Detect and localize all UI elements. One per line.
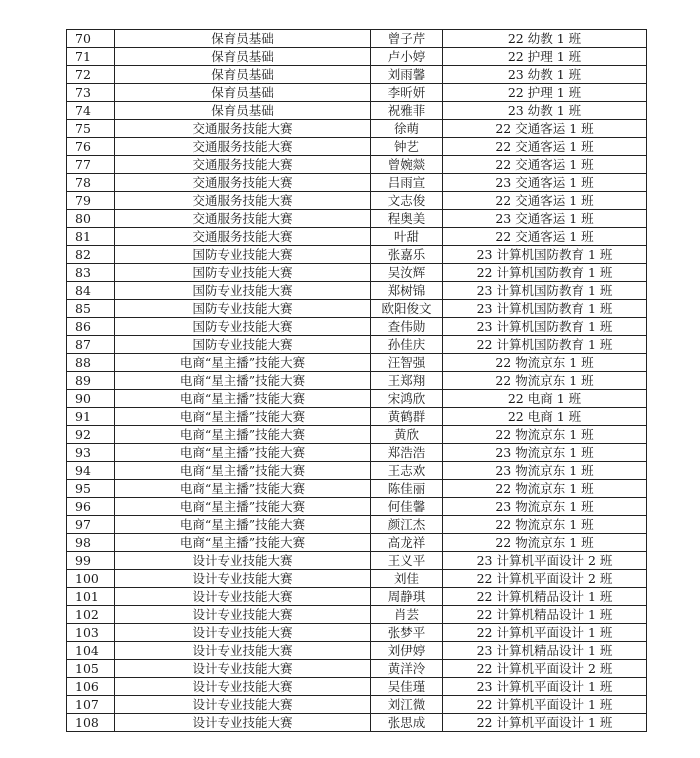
table-row <box>67 372 647 390</box>
row-number-cell: 104 <box>67 642 115 660</box>
competition-cell: 保育员基础 <box>115 84 371 102</box>
table-row <box>67 336 647 354</box>
competition-cell: 电商“星主播”技能大赛 <box>115 516 371 534</box>
row-number-cell: 90 <box>67 390 115 408</box>
table-row <box>67 354 647 372</box>
row-number-cell: 82 <box>67 246 115 264</box>
row-number-cell: 73 <box>67 84 115 102</box>
table-row <box>67 426 647 444</box>
roster-table <box>66 29 647 732</box>
student-name-cell: 欧阳俊文 <box>371 300 443 318</box>
row-number-cell: 86 <box>67 318 115 336</box>
roster-table-body <box>67 30 647 732</box>
competition-cell: 电商“星主播”技能大赛 <box>115 372 371 390</box>
student-name-cell: 高龙祥 <box>371 534 443 552</box>
row-number-cell: 85 <box>67 300 115 318</box>
row-number-cell: 97 <box>67 516 115 534</box>
row-number-cell: 76 <box>67 138 115 156</box>
row-number-cell: 81 <box>67 228 115 246</box>
student-name-cell: 刘佳 <box>371 570 443 588</box>
student-name-cell: 查伟勋 <box>371 318 443 336</box>
row-number-cell: 96 <box>67 498 115 516</box>
table-row <box>67 480 647 498</box>
table-row <box>67 462 647 480</box>
competition-cell: 设计专业技能大赛 <box>115 570 371 588</box>
class-cell: 22 计算机平面设计 1 班 <box>443 624 647 642</box>
table-row <box>67 30 647 48</box>
student-name-cell: 吕雨宣 <box>371 174 443 192</box>
table-row <box>67 588 647 606</box>
table-row <box>67 120 647 138</box>
student-name-cell: 徐萌 <box>371 120 443 138</box>
table-row <box>67 210 647 228</box>
class-cell: 22 物流京东 1 班 <box>443 516 647 534</box>
competition-cell: 电商“星主播”技能大赛 <box>115 498 371 516</box>
class-cell: 23 物流京东 1 班 <box>443 462 647 480</box>
class-cell: 23 幼教 1 班 <box>443 102 647 120</box>
row-number-cell: 70 <box>67 30 115 48</box>
class-cell: 22 物流京东 1 班 <box>443 426 647 444</box>
competition-cell: 国防专业技能大赛 <box>115 336 371 354</box>
table-row <box>67 534 647 552</box>
table-row <box>67 66 647 84</box>
competition-cell: 电商“星主播”技能大赛 <box>115 444 371 462</box>
class-cell: 22 物流京东 1 班 <box>443 354 647 372</box>
table-row <box>67 660 647 678</box>
competition-cell: 电商“星主播”技能大赛 <box>115 534 371 552</box>
class-cell: 23 计算机国防教育 1 班 <box>443 318 647 336</box>
row-number-cell: 105 <box>67 660 115 678</box>
competition-cell: 设计专业技能大赛 <box>115 678 371 696</box>
student-name-cell: 刘雨馨 <box>371 66 443 84</box>
row-number-cell: 92 <box>67 426 115 444</box>
competition-cell: 国防专业技能大赛 <box>115 300 371 318</box>
competition-cell: 保育员基础 <box>115 102 371 120</box>
student-name-cell: 颜江杰 <box>371 516 443 534</box>
student-name-cell: 曾婉燚 <box>371 156 443 174</box>
student-name-cell: 吴佳瑾 <box>371 678 443 696</box>
student-name-cell: 叶甜 <box>371 228 443 246</box>
class-cell: 22 交通客运 1 班 <box>443 138 647 156</box>
table-row <box>67 318 647 336</box>
row-number-cell: 106 <box>67 678 115 696</box>
student-name-cell: 曾子芹 <box>371 30 443 48</box>
student-name-cell: 王郑翔 <box>371 372 443 390</box>
student-name-cell: 黄欣 <box>371 426 443 444</box>
student-name-cell: 程奥美 <box>371 210 443 228</box>
competition-cell: 国防专业技能大赛 <box>115 318 371 336</box>
table-row <box>67 246 647 264</box>
class-cell: 23 计算机平面设计 2 班 <box>443 552 647 570</box>
row-number-cell: 75 <box>67 120 115 138</box>
student-name-cell: 郑树锦 <box>371 282 443 300</box>
table-row <box>67 552 647 570</box>
competition-cell: 电商“星主播”技能大赛 <box>115 390 371 408</box>
class-cell: 23 计算机精品设计 1 班 <box>443 642 647 660</box>
row-number-cell: 95 <box>67 480 115 498</box>
table-row <box>67 156 647 174</box>
competition-cell: 设计专业技能大赛 <box>115 588 371 606</box>
student-name-cell: 张嘉乐 <box>371 246 443 264</box>
row-number-cell: 77 <box>67 156 115 174</box>
competition-cell: 设计专业技能大赛 <box>115 696 371 714</box>
student-name-cell: 黄鹤群 <box>371 408 443 426</box>
class-cell: 22 物流京东 1 班 <box>443 480 647 498</box>
table-row <box>67 408 647 426</box>
row-number-cell: 91 <box>67 408 115 426</box>
competition-cell: 交通服务技能大赛 <box>115 174 371 192</box>
class-cell: 23 计算机平面设计 1 班 <box>443 678 647 696</box>
class-cell: 23 计算机国防教育 1 班 <box>443 246 647 264</box>
class-cell: 23 交通客运 1 班 <box>443 174 647 192</box>
competition-cell: 设计专业技能大赛 <box>115 660 371 678</box>
competition-cell: 交通服务技能大赛 <box>115 228 371 246</box>
row-number-cell: 98 <box>67 534 115 552</box>
class-cell: 22 计算机平面设计 1 班 <box>443 696 647 714</box>
table-row <box>67 390 647 408</box>
row-number-cell: 108 <box>67 714 115 732</box>
row-number-cell: 78 <box>67 174 115 192</box>
row-number-cell: 103 <box>67 624 115 642</box>
class-cell: 22 护理 1 班 <box>443 48 647 66</box>
competition-cell: 电商“星主播”技能大赛 <box>115 462 371 480</box>
class-cell: 22 计算机平面设计 1 班 <box>443 714 647 732</box>
table-row <box>67 696 647 714</box>
row-number-cell: 74 <box>67 102 115 120</box>
student-name-cell: 陈佳丽 <box>371 480 443 498</box>
row-number-cell: 71 <box>67 48 115 66</box>
class-cell: 23 物流京东 1 班 <box>443 498 647 516</box>
competition-cell: 设计专业技能大赛 <box>115 714 371 732</box>
row-number-cell: 84 <box>67 282 115 300</box>
competition-cell: 设计专业技能大赛 <box>115 606 371 624</box>
class-cell: 22 交通客运 1 班 <box>443 228 647 246</box>
student-name-cell: 文志俊 <box>371 192 443 210</box>
row-number-cell: 79 <box>67 192 115 210</box>
row-number-cell: 88 <box>67 354 115 372</box>
competition-cell: 电商“星主播”技能大赛 <box>115 354 371 372</box>
table-row <box>67 228 647 246</box>
class-cell: 22 交通客运 1 班 <box>443 156 647 174</box>
table-row <box>67 174 647 192</box>
competition-cell: 保育员基础 <box>115 66 371 84</box>
class-cell: 22 护理 1 班 <box>443 84 647 102</box>
student-name-cell: 王志欢 <box>371 462 443 480</box>
competition-cell: 交通服务技能大赛 <box>115 120 371 138</box>
competition-cell: 电商“星主播”技能大赛 <box>115 480 371 498</box>
competition-cell: 交通服务技能大赛 <box>115 192 371 210</box>
student-name-cell: 钟艺 <box>371 138 443 156</box>
student-name-cell: 宋鸿欣 <box>371 390 443 408</box>
competition-cell: 设计专业技能大赛 <box>115 642 371 660</box>
student-name-cell: 卢小婷 <box>371 48 443 66</box>
row-number-cell: 80 <box>67 210 115 228</box>
competition-cell: 国防专业技能大赛 <box>115 282 371 300</box>
class-cell: 22 交通客运 1 班 <box>443 120 647 138</box>
class-cell: 23 计算机国防教育 1 班 <box>443 282 647 300</box>
row-number-cell: 87 <box>67 336 115 354</box>
row-number-cell: 101 <box>67 588 115 606</box>
table-row <box>67 138 647 156</box>
student-name-cell: 郑浩浩 <box>371 444 443 462</box>
table-row <box>67 300 647 318</box>
class-cell: 23 物流京东 1 班 <box>443 444 647 462</box>
table-row <box>67 642 647 660</box>
class-cell: 23 交通客运 1 班 <box>443 210 647 228</box>
class-cell: 22 电商 1 班 <box>443 390 647 408</box>
table-row <box>67 282 647 300</box>
row-number-cell: 93 <box>67 444 115 462</box>
class-cell: 22 计算机国防教育 1 班 <box>443 336 647 354</box>
competition-cell: 国防专业技能大赛 <box>115 264 371 282</box>
competition-cell: 交通服务技能大赛 <box>115 138 371 156</box>
class-cell: 22 幼教 1 班 <box>443 30 647 48</box>
class-cell: 22 计算机国防教育 1 班 <box>443 264 647 282</box>
row-number-cell: 89 <box>67 372 115 390</box>
table-row <box>67 498 647 516</box>
competition-cell: 电商“星主播”技能大赛 <box>115 408 371 426</box>
table-row <box>67 192 647 210</box>
table-row <box>67 570 647 588</box>
row-number-cell: 100 <box>67 570 115 588</box>
class-cell: 22 交通客运 1 班 <box>443 192 647 210</box>
competition-cell: 保育员基础 <box>115 30 371 48</box>
competition-cell: 电商“星主播”技能大赛 <box>115 426 371 444</box>
class-cell: 23 幼教 1 班 <box>443 66 647 84</box>
student-name-cell: 王义平 <box>371 552 443 570</box>
class-cell: 22 计算机精品设计 1 班 <box>443 588 647 606</box>
class-cell: 22 物流京东 1 班 <box>443 372 647 390</box>
class-cell: 22 计算机平面设计 2 班 <box>443 660 647 678</box>
row-number-cell: 107 <box>67 696 115 714</box>
row-number-cell: 72 <box>67 66 115 84</box>
table-row <box>67 84 647 102</box>
table-row <box>67 264 647 282</box>
competition-cell: 设计专业技能大赛 <box>115 624 371 642</box>
table-row <box>67 624 647 642</box>
student-name-cell: 李昕妍 <box>371 84 443 102</box>
student-name-cell: 孙佳庆 <box>371 336 443 354</box>
class-cell: 22 物流京东 1 班 <box>443 534 647 552</box>
competition-cell: 交通服务技能大赛 <box>115 210 371 228</box>
table-row <box>67 714 647 732</box>
table-row <box>67 444 647 462</box>
student-name-cell: 周静琪 <box>371 588 443 606</box>
class-cell: 23 计算机国防教育 1 班 <box>443 300 647 318</box>
table-row <box>67 102 647 120</box>
student-name-cell: 张梦平 <box>371 624 443 642</box>
class-cell: 22 电商 1 班 <box>443 408 647 426</box>
competition-cell: 交通服务技能大赛 <box>115 156 371 174</box>
class-cell: 22 计算机平面设计 2 班 <box>443 570 647 588</box>
student-name-cell: 刘江微 <box>371 696 443 714</box>
table-row <box>67 48 647 66</box>
row-number-cell: 99 <box>67 552 115 570</box>
table-row <box>67 678 647 696</box>
student-name-cell: 刘伊婷 <box>371 642 443 660</box>
table-row <box>67 606 647 624</box>
student-name-cell: 吴汝辉 <box>371 264 443 282</box>
row-number-cell: 94 <box>67 462 115 480</box>
row-number-cell: 83 <box>67 264 115 282</box>
student-name-cell: 何佳馨 <box>371 498 443 516</box>
competition-cell: 设计专业技能大赛 <box>115 552 371 570</box>
table-row <box>67 516 647 534</box>
student-name-cell: 张思成 <box>371 714 443 732</box>
competition-cell: 保育员基础 <box>115 48 371 66</box>
class-cell: 22 计算机精品设计 1 班 <box>443 606 647 624</box>
student-name-cell: 祝雅菲 <box>371 102 443 120</box>
competition-cell: 国防专业技能大赛 <box>115 246 371 264</box>
student-name-cell: 黄洋泠 <box>371 660 443 678</box>
row-number-cell: 102 <box>67 606 115 624</box>
student-name-cell: 肖芸 <box>371 606 443 624</box>
student-name-cell: 汪智强 <box>371 354 443 372</box>
